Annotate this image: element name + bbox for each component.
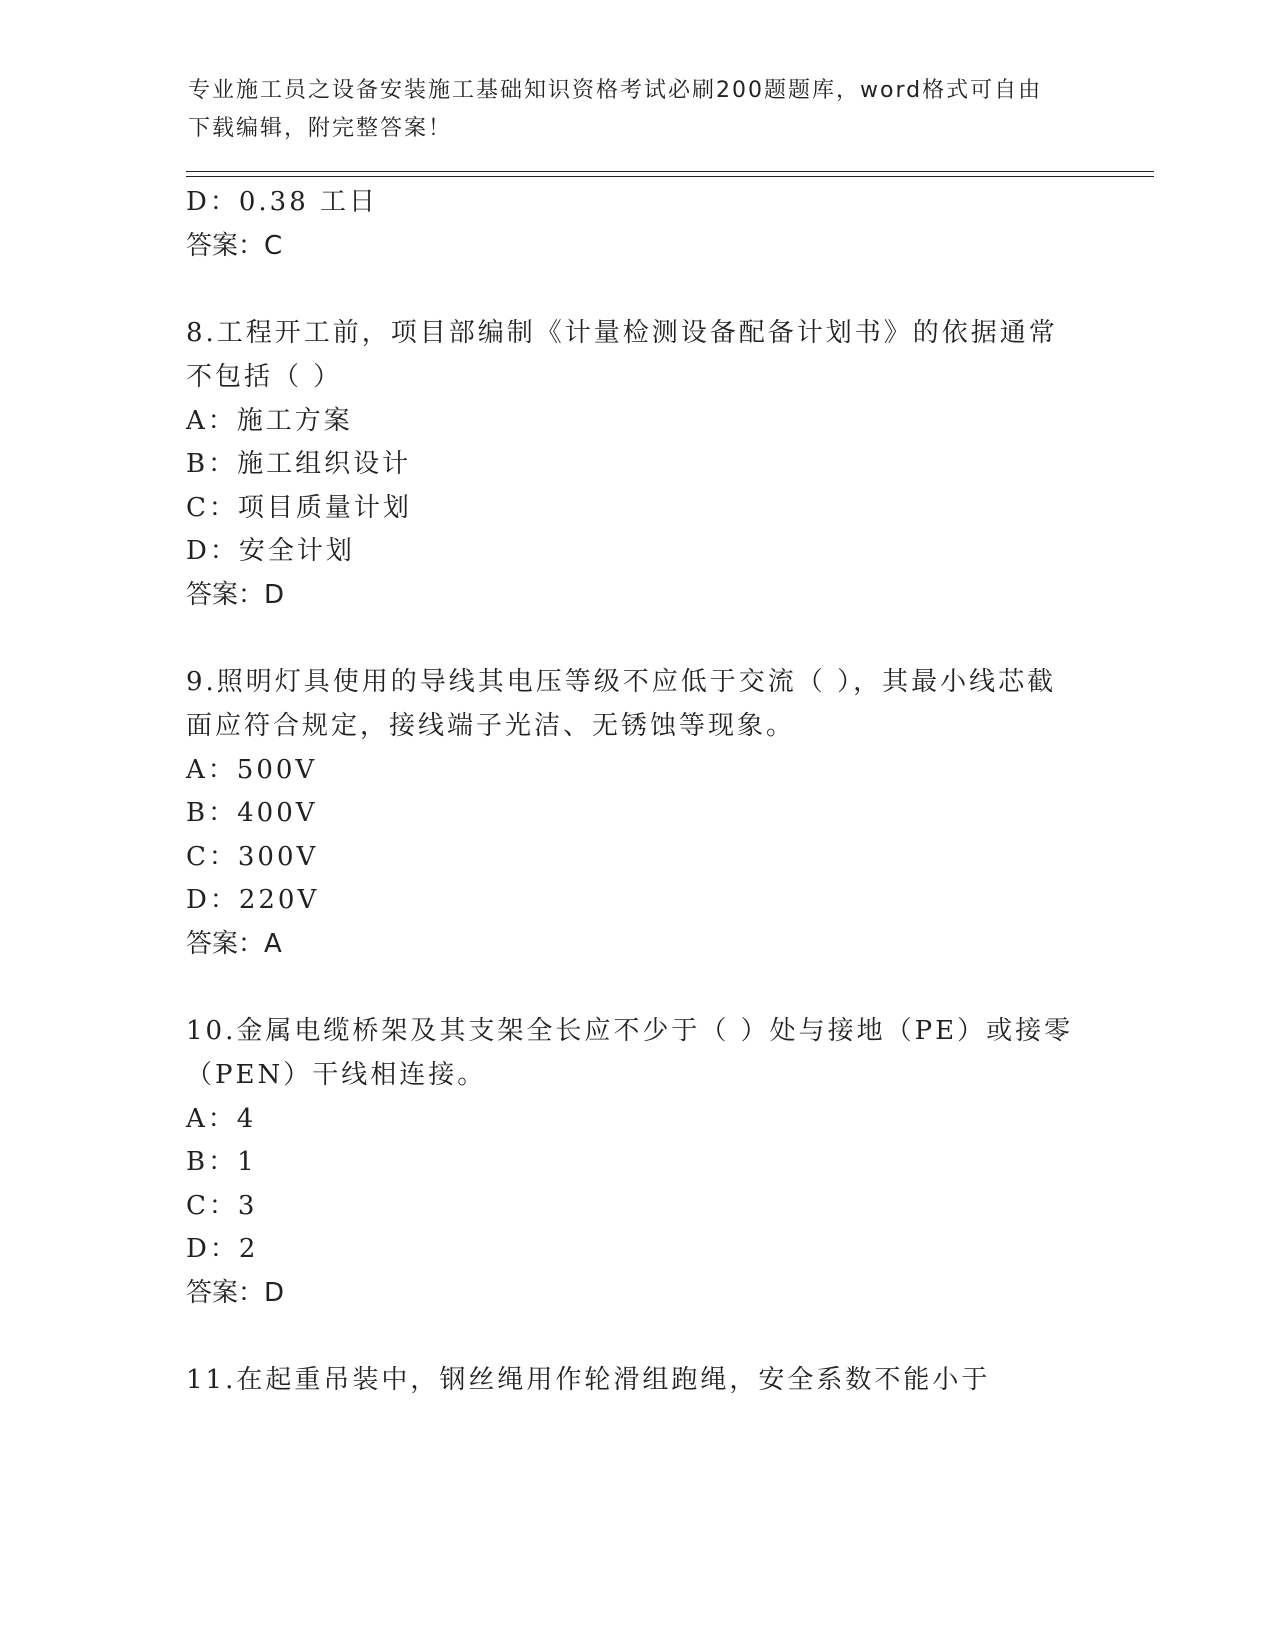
header-divider-bottom <box>186 176 1154 177</box>
q8-option-a: A：施工方案 <box>186 406 353 436</box>
q9-stem-line-1: 9.照明灯具使用的导线其电压等级不应低于交流（ ），其最小线芯截 <box>186 667 1057 697</box>
q9-option-c: C：300V <box>186 842 319 872</box>
q9-stem-line-2: 面应符合规定，接线端子光洁、无锈蚀等现象。 <box>186 711 796 741</box>
q10-option-d: D：2 <box>186 1234 259 1264</box>
q8-option-c: C：项目质量计划 <box>186 493 412 523</box>
q9-answer: 答案：A <box>186 929 282 959</box>
q10-option-a: A：4 <box>186 1104 257 1134</box>
document-header <box>188 72 1078 148</box>
header-line-1: 专业施工员之设备安装施工基础知识资格考试必刷200题题库，word格式可自由 <box>188 78 1043 103</box>
header-line-2: 下载编辑，附完整答案！ <box>188 116 453 141</box>
q10-stem-line-1: 10.金属电缆桥架及其支架全长应不少于（ ）处与接地（PE）或接零 <box>186 1016 1074 1046</box>
q10-option-c: C：3 <box>186 1191 258 1221</box>
q11-stem-line-1: 11.在起重吊装中，钢丝绳用作轮滑组跑绳，安全系数不能小于 <box>186 1365 991 1395</box>
header-divider-top <box>186 171 1154 172</box>
q8-option-d: D：安全计划 <box>186 536 355 566</box>
q10-option-b: B：1 <box>186 1147 257 1177</box>
q8-answer: 答案：D <box>186 580 285 610</box>
q10-stem-line-2: （PEN）干线相连接。 <box>186 1060 487 1090</box>
q9-option-a: A：500V <box>186 755 318 785</box>
q8-stem-line-1: 8.工程开工前，项目部编制《计量检测设备配备计划书》的依据通常 <box>186 318 1058 348</box>
q10-answer: 答案：D <box>186 1278 285 1308</box>
q8-stem-line-2: 不包括（ ） <box>186 362 343 392</box>
q8-option-b: B：施工组织设计 <box>186 449 412 479</box>
q9-option-b: B：400V <box>186 798 318 828</box>
prev-option-d: D：0.38 工日 <box>186 187 379 217</box>
prev-answer: 答案：C <box>186 231 283 261</box>
q9-option-d: D：220V <box>186 885 320 915</box>
